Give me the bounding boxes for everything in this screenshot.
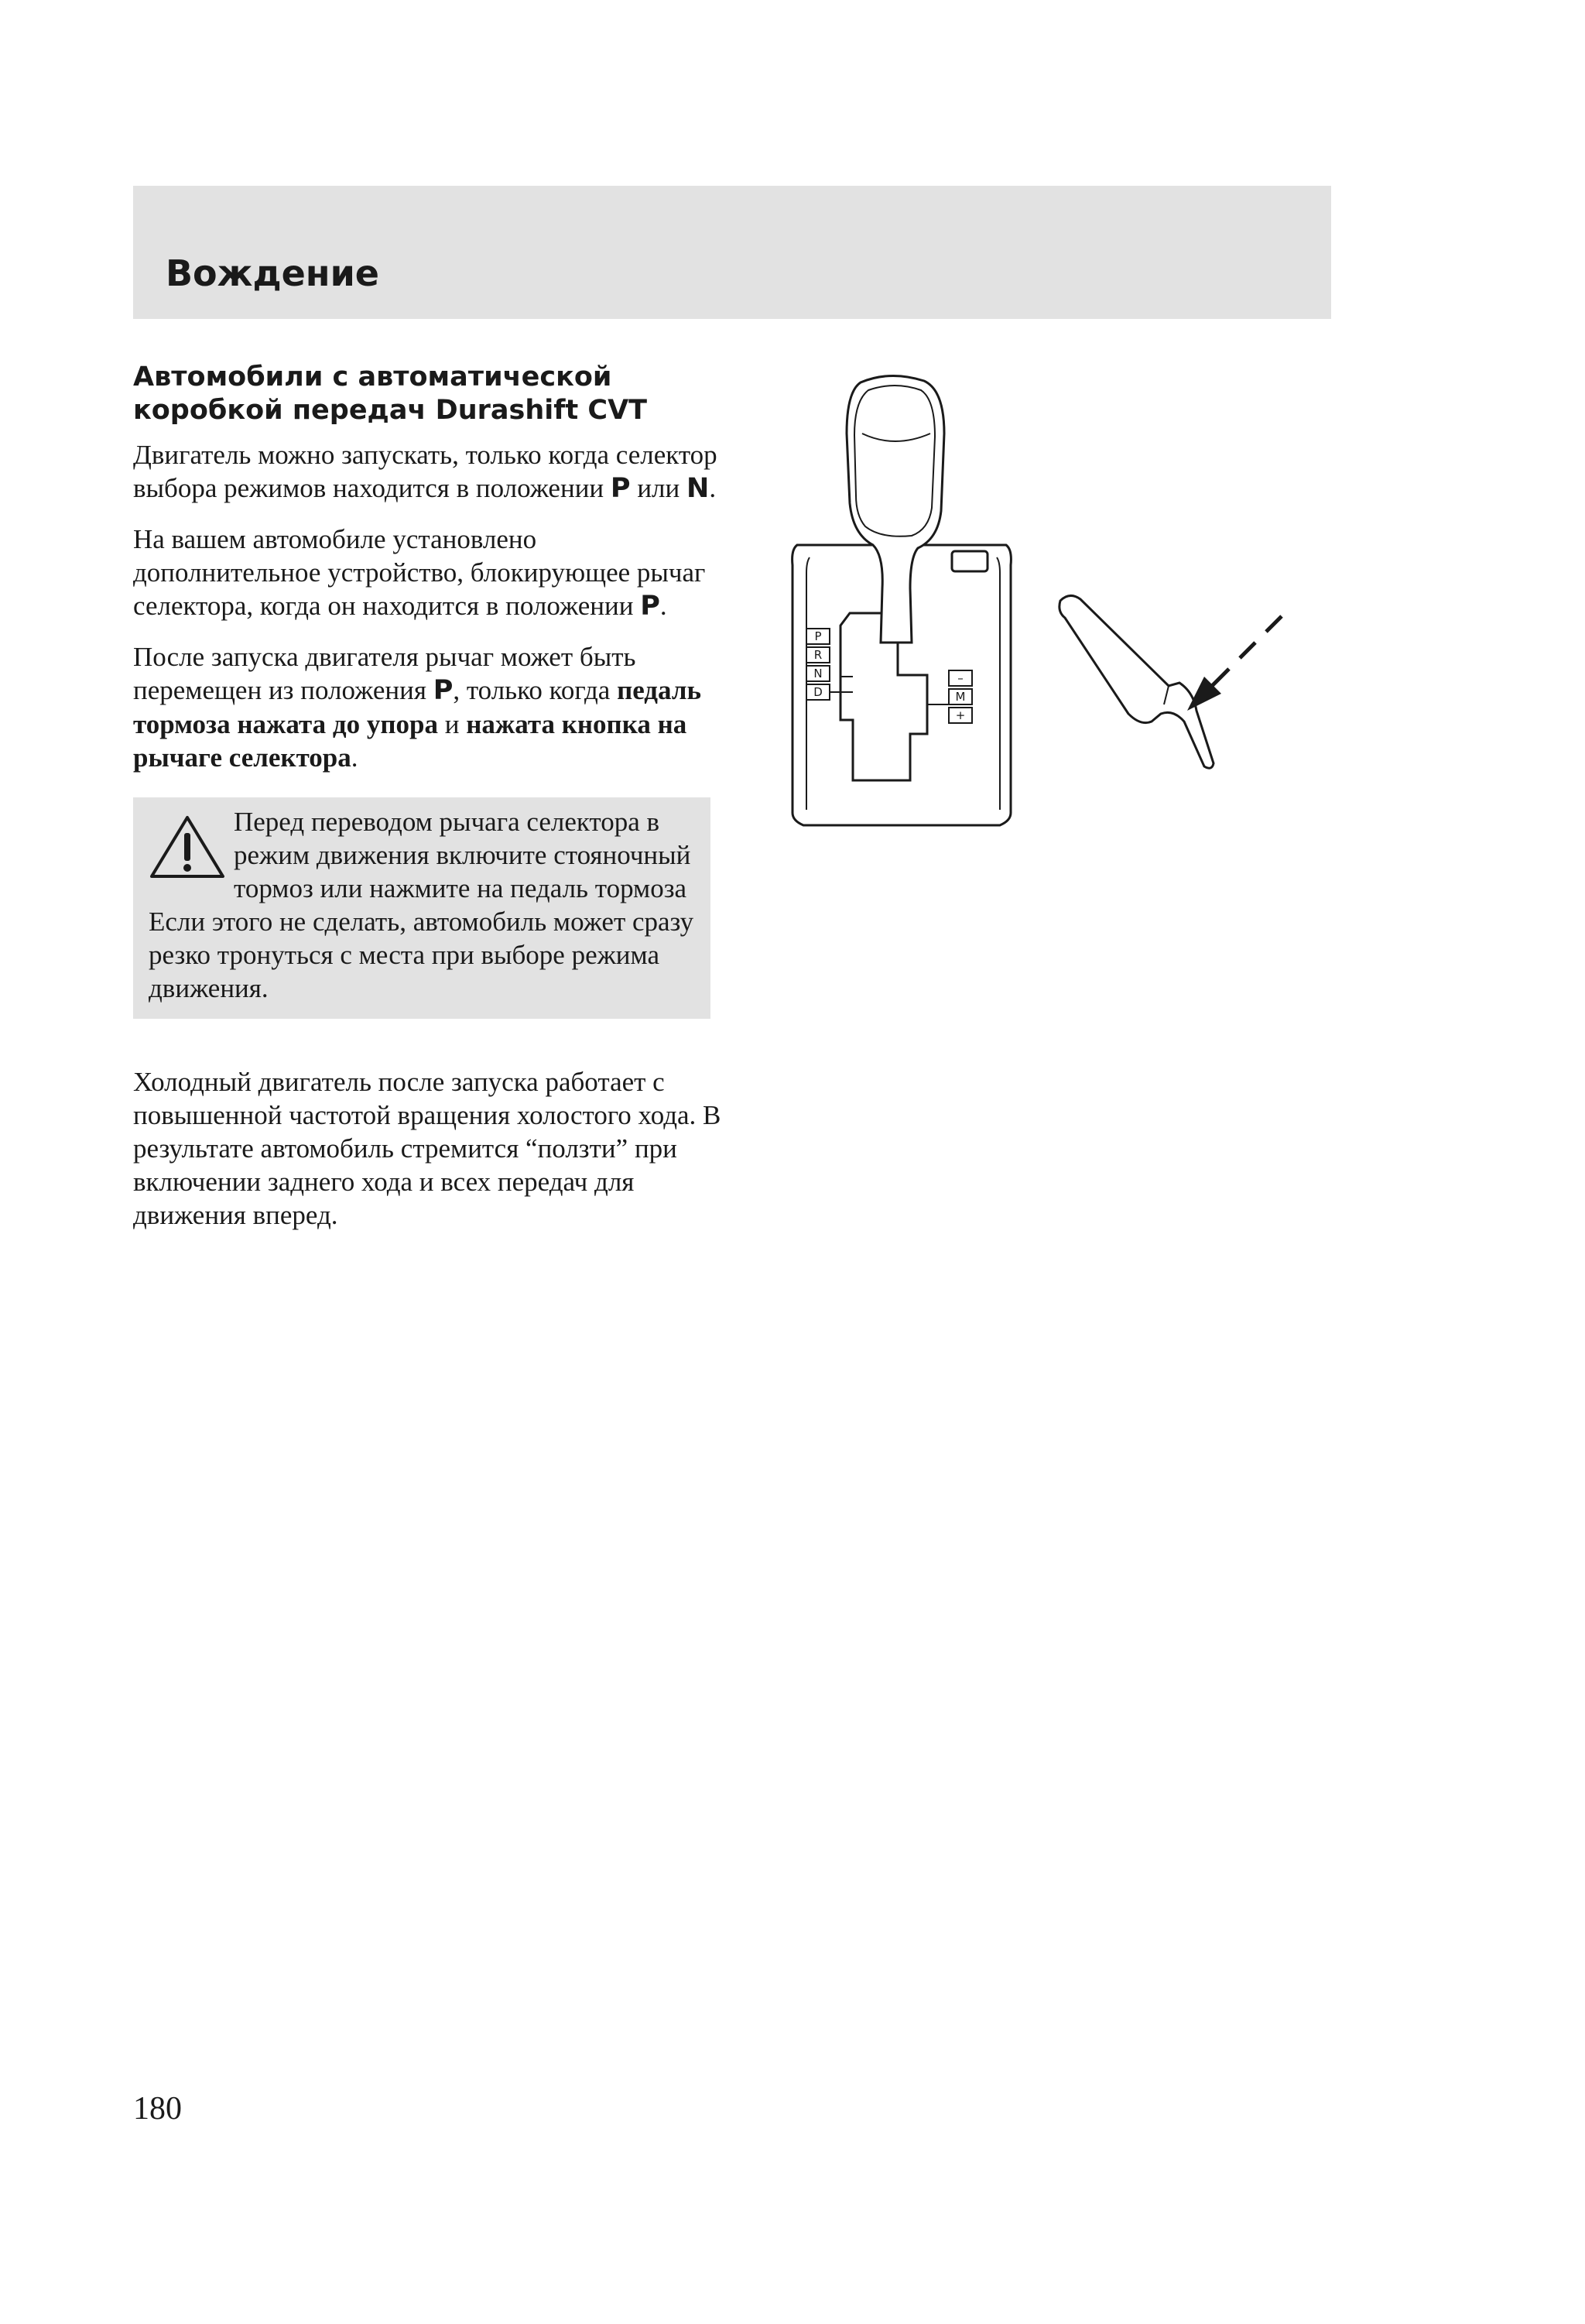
main-column	[133, 361, 721, 1249]
warning-box	[133, 797, 710, 1019]
paragraph-lock-device: На вашем автомобиле установлено дополнительное устройство, блокирующее рычаг селектора, когда он находится в положении P.	[133, 524, 706, 622]
gear-label-r: R	[813, 648, 823, 662]
arrow-pointer-icon	[1187, 616, 1282, 711]
gear-p-label: P	[640, 591, 660, 622]
gear-label-n: N	[813, 667, 823, 680]
gear-selector-illustration	[766, 364, 1323, 844]
page-number: 180	[133, 2091, 182, 2127]
header-band	[133, 186, 1331, 319]
paragraph-start-condition: Двигатель можно запускать, только когда селектор выбора режимов находится в положении P или N.	[133, 440, 717, 504]
selector-button-emphasis: нажата кнопка на рычаге селектора	[133, 709, 687, 773]
paragraph-cold-start: Холодный двигатель после запуска работает с повышенной частотой вращения холостого хода. В результате автомобиль стремится “ползти” при включении заднего хода и всех передач для движения вперед.	[133, 1067, 721, 1230]
console-button-icon	[952, 551, 988, 571]
manual-label-minus: –	[957, 671, 964, 685]
paragraph-shift-from-park: После запуска двигателя рычаг может быть перемещен из положения P, только когда педаль тормоза нажата до упора и нажата кнопка на рычаге селектора.	[133, 642, 701, 773]
warning-text: Перед переводом рычага селектора в режим движения включите стояночный тормоз или нажмите на педаль тормоза Если этого не сделать, автомобиль может сразу резко тронуться с места при выборе режима движения.	[149, 807, 694, 1003]
manual-labels-group	[949, 670, 972, 723]
manual-label-m: M	[955, 690, 966, 704]
chapter-title: Вождение	[166, 252, 379, 294]
gear-p-label: P	[433, 675, 454, 706]
manual-label-plus: +	[955, 708, 966, 722]
selector-button-detail	[1060, 595, 1214, 768]
gear-label-p: P	[814, 629, 822, 643]
gear-label-d: D	[813, 685, 823, 699]
gear-n-label: N	[686, 473, 710, 504]
brake-pedal-emphasis: педаль тормоза нажата до упора	[133, 675, 701, 739]
gear-p-label: P	[610, 473, 631, 504]
warning-triangle-icon	[149, 814, 226, 879]
section-heading: Автомобили с автоматической коробкой передач Durashift CVT	[133, 362, 648, 426]
